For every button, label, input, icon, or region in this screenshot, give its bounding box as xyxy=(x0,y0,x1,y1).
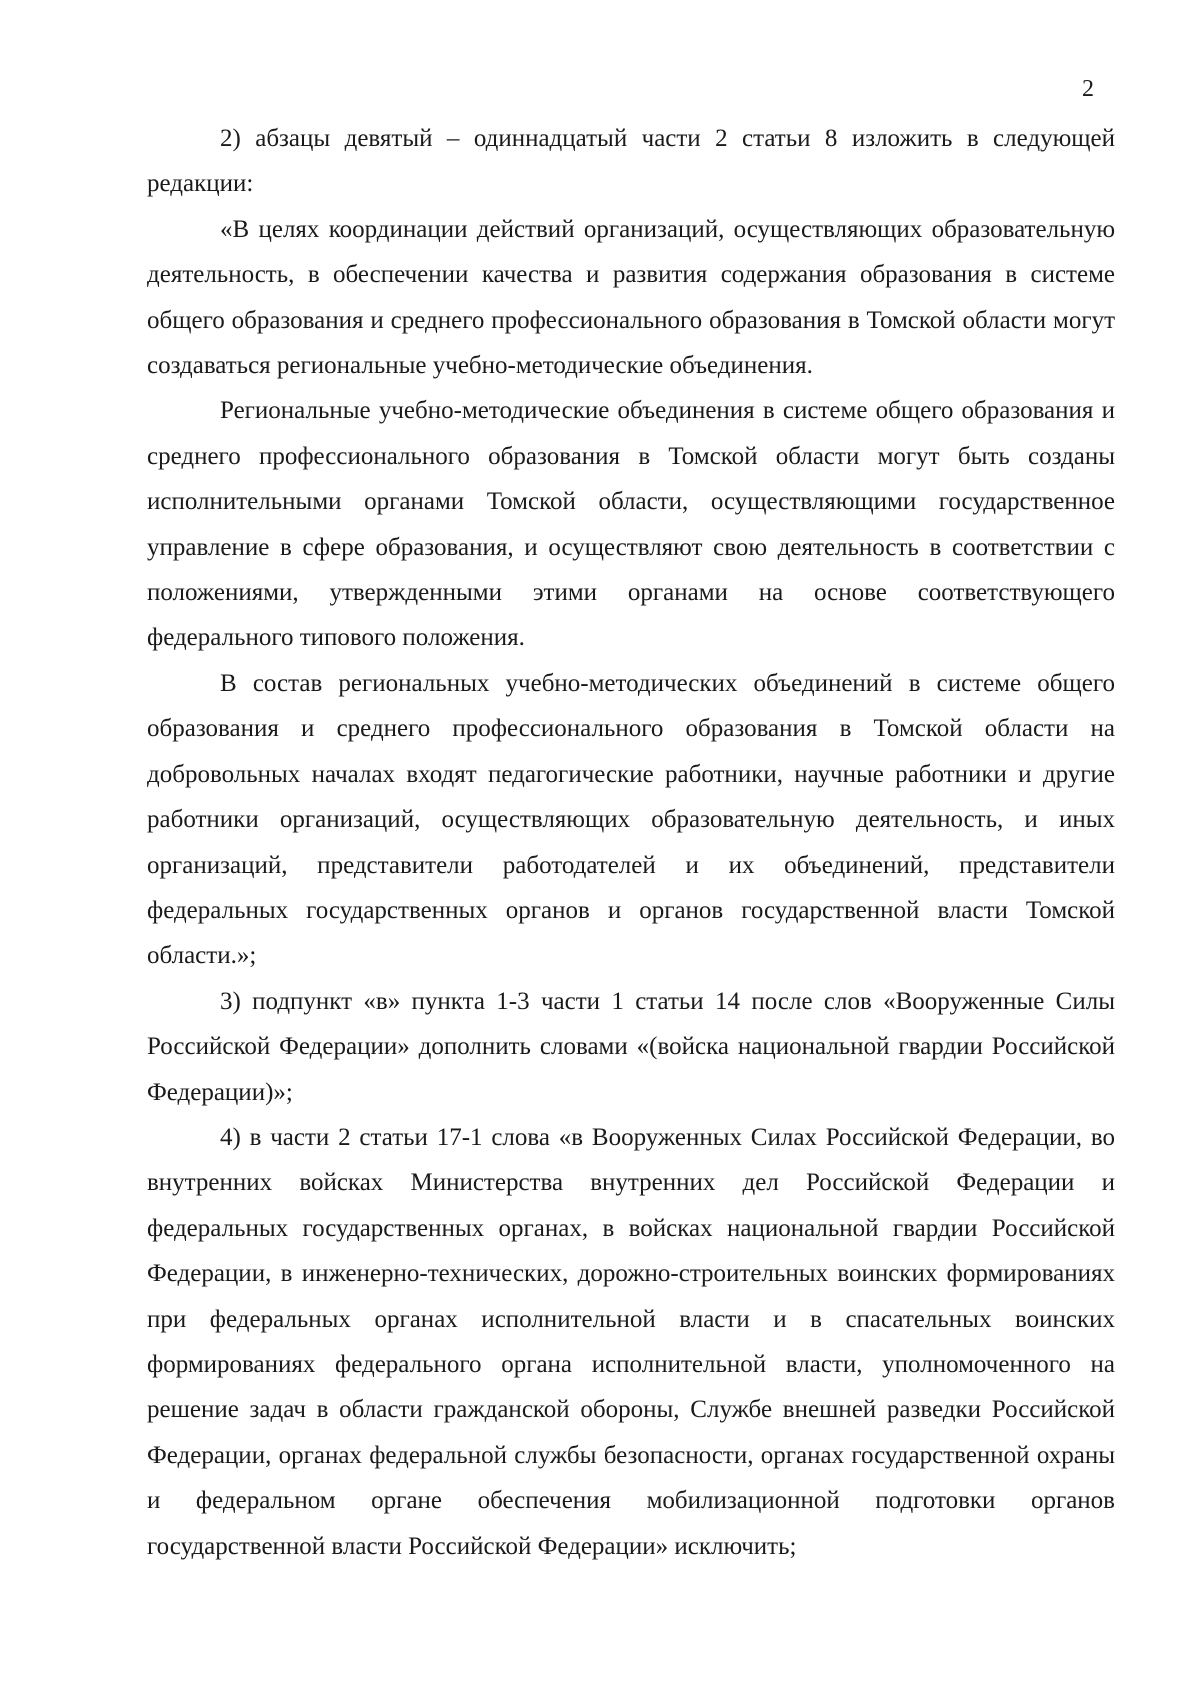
paragraph-umo-composition: В состав региональных учебно-методических объединений в системе общего образования и среднего профессионального образования в Томской области на добровольных началах входят педагогические работники, научные работники и другие работники организаций, осуществляющих образовательную деятельность, и иных организаций, представители работодателей и их объединений, представители федеральных государственных органов и органов государственной власти Томской области.»; xyxy=(147,669,1115,970)
paragraph-umo-purpose: «В целях координации действий организаций, осуществляющих образовательную деятельность, в обеспечении качества и развития содержания образования в системе общего образования и среднего профессионального образования в Томской области могут создаваться региональные учебно-методические объединения. xyxy=(147,215,1115,380)
paragraph-item-2: 2) абзацы девятый – одиннадцатый части 2 статьи 8 изложить в следующей редакции: xyxy=(147,125,1115,198)
paragraph-item-3: 3) подпункт «в» пункта 1-3 части 1 статьи 14 после слов «Вооруженные Силы Российской Федерации» дополнить словами «(войска национальной гвардии Российской Федерации)»; xyxy=(147,987,1115,1106)
paragraph-umo-creation: Региональные учебно-методические объединения в системе общего образования и среднего профессионального образования в Томской области могут быть созданы исполнительными органами Томской области, осуществляющими государственное управление в сфере образования, и осуществляют свою деятельность в соответствии с положениями, утвержденными этими органами на основе соответствующего федерального типового положения. xyxy=(147,397,1115,652)
paragraph-item-4: 4) в части 2 статьи 17-1 слова «в Вооруженных Силах Российской Федерации, во внутренних войсках Министерства внутренних дел Российской Федерации и федеральных государственных органах, в войсках национальной гвардии Российской Федерации, в инженерно-технических, дорожно-строительных воинских формированиях при федеральных органах исполнительной власти и в спасательных воинских формированиях федерального органа исполнительной власти, уполномоченного на решение задач в области гражданской обороны, Службе внешней разведки Российской Федерации, органах федеральной службы безопасности, органах государственной охраны и федеральном органе обеспечения мобилизационной подготовки органов государственной власти Российской Федерации» исключить; xyxy=(147,1123,1115,1560)
document-body xyxy=(147,116,1115,1569)
page-number: 2 xyxy=(1082,76,1094,102)
